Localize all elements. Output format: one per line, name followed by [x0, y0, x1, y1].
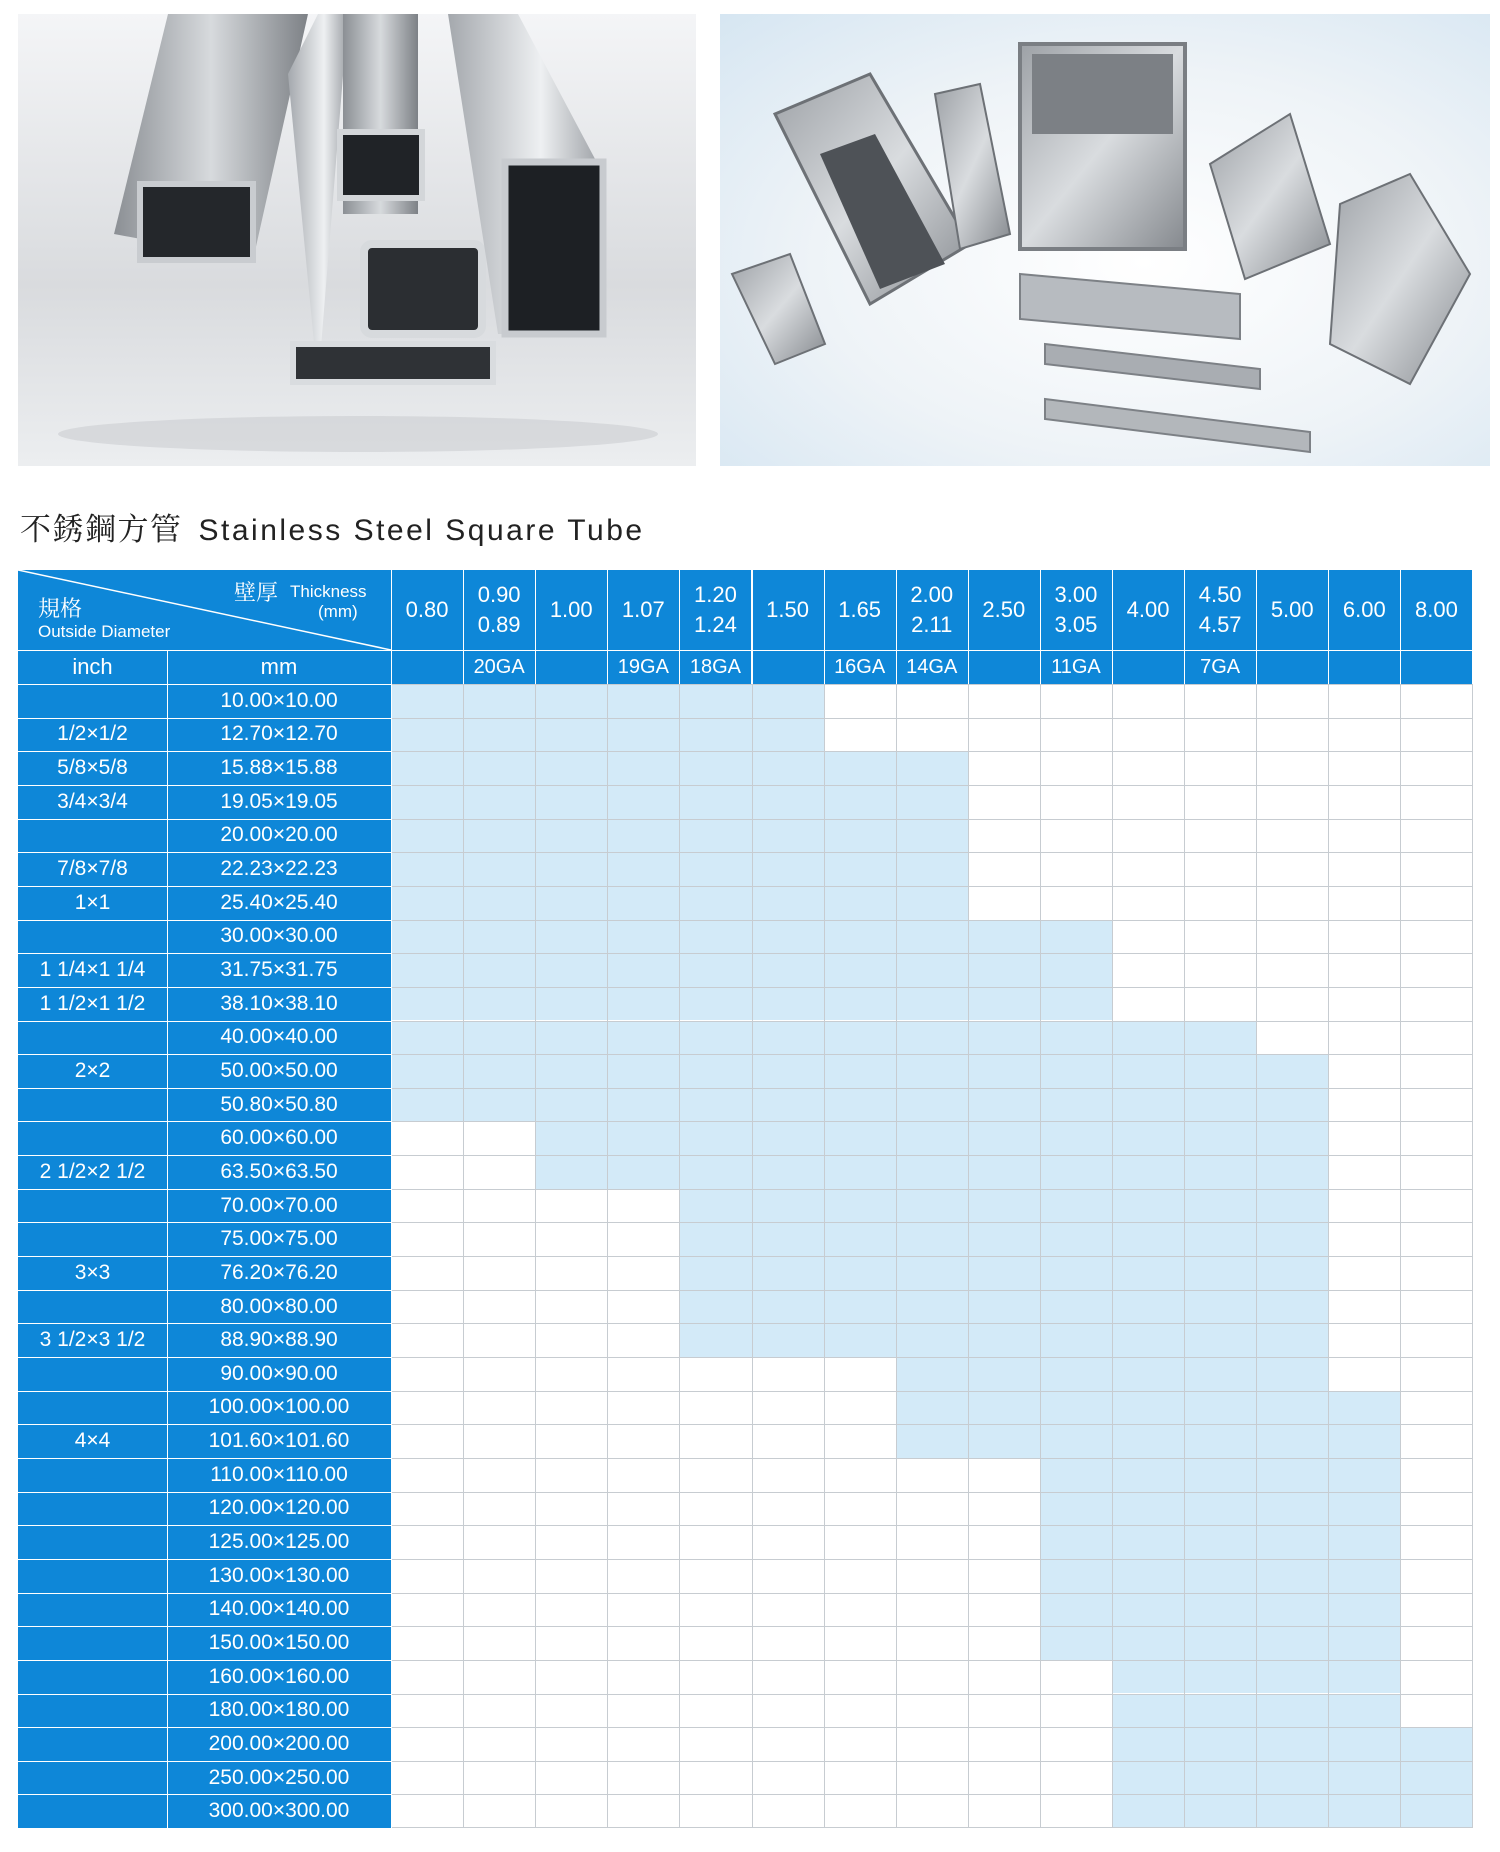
thickness-value: 4.00 [1126, 597, 1170, 622]
thickness-value: 8.00 [1415, 597, 1458, 622]
row-mm-value: 12.70×12.70 [220, 722, 338, 746]
row-mm-cell [167, 1559, 391, 1593]
row-mm-value: 75.00×75.00 [220, 1227, 338, 1251]
row-mm-cell [167, 1391, 391, 1425]
row-mm-value: 15.88×15.88 [220, 756, 338, 780]
grid-hline [391, 1761, 1473, 1762]
availability-range [1040, 1559, 1401, 1593]
grid-hline [391, 785, 1473, 786]
gauge-cell-12 [1256, 650, 1328, 684]
left-row-separator [18, 1054, 391, 1055]
gauge-cell-6 [824, 650, 896, 684]
header-inch-label: inch [72, 654, 113, 679]
spec-separator [391, 570, 392, 1828]
row-mm-value: 50.00×50.00 [220, 1058, 338, 1082]
availability-range [679, 1189, 1328, 1223]
header-col-separator [1112, 570, 1113, 684]
row-inch-cell [18, 1424, 167, 1458]
header-col-separator [824, 570, 825, 684]
gauge-label: 14GA [906, 655, 958, 678]
left-row-separator [18, 1189, 391, 1190]
gauge-label: 11GA [1051, 655, 1101, 678]
availability-range [1040, 1593, 1401, 1627]
gauge-cell-0 [391, 650, 463, 684]
row-mm-cell [167, 1290, 391, 1324]
row-mm-cell [167, 1794, 391, 1828]
row-inch-cell [18, 987, 167, 1021]
row-inch-cell [18, 1492, 167, 1526]
row-inch-cell [18, 1626, 167, 1660]
tube-samples-illustration [720, 14, 1490, 466]
gauge-label: 7GA [1200, 655, 1241, 678]
grid-hline [391, 852, 1473, 853]
row-inch-cell [18, 785, 167, 819]
square-tubes-illustration [18, 14, 696, 466]
availability-range [1040, 1626, 1401, 1660]
grid-hline [391, 819, 1473, 820]
gauge-label: 19GA [617, 655, 669, 678]
row-mm-value: 38.10×38.10 [220, 991, 338, 1015]
left-row-separator [18, 920, 391, 921]
left-row-separator [18, 1088, 391, 1089]
header-col-separator [1256, 570, 1257, 684]
row-mm-cell [167, 1222, 391, 1256]
row-mm-cell [167, 1626, 391, 1660]
left-row-separator [18, 1559, 391, 1560]
gauge-cell-9 [1040, 650, 1112, 684]
header-col-separator [1040, 570, 1041, 684]
row-inch-value: 2×2 [74, 1058, 111, 1082]
grid-hline [391, 1256, 1473, 1257]
page-title [20, 508, 645, 552]
availability-range [1040, 1492, 1401, 1526]
header-col-separator [535, 570, 536, 684]
header-col-separator [1400, 570, 1401, 684]
row-inch-value: 3 1/2×3 1/2 [39, 1328, 146, 1352]
availability-range [1040, 1458, 1401, 1492]
row-inch-cell [18, 1391, 167, 1425]
row-inch-cell [18, 1761, 167, 1795]
grid-hline [391, 1593, 1473, 1594]
left-row-separator [18, 1357, 391, 1358]
thickness-value-alt: 3.05 [1054, 612, 1098, 637]
thickness-header-14 [1400, 570, 1472, 650]
row-mm-value: 20.00×20.00 [220, 823, 338, 847]
row-inch-cell [18, 1256, 167, 1290]
gauge-cell-8 [968, 650, 1040, 684]
grid-hline [391, 1290, 1473, 1291]
thickness-value: 1.00 [549, 597, 593, 622]
thickness-value-alt: 0.89 [477, 612, 521, 637]
row-mm-cell [167, 1323, 391, 1357]
row-mm-cell [167, 785, 391, 819]
grid-hline [391, 1794, 1473, 1795]
grid-hline [391, 953, 1473, 954]
header-col-separator [1184, 570, 1185, 684]
row-mm-value: 100.00×100.00 [208, 1395, 350, 1419]
grid-hline [391, 1323, 1473, 1324]
row-mm-cell [167, 1593, 391, 1627]
row-mm-cell [167, 1357, 391, 1391]
grid-hline [391, 1088, 1473, 1089]
left-row-separator [18, 886, 391, 887]
row-inch-cell [18, 1054, 167, 1088]
row-mm-cell [167, 1694, 391, 1728]
left-row-separator [18, 1222, 391, 1223]
thickness-value: 1.20 [694, 582, 737, 607]
availability-range [1112, 1761, 1473, 1795]
row-mm-cell [167, 751, 391, 785]
gauge-cell-11 [1184, 650, 1256, 684]
row-mm-cell [167, 1492, 391, 1526]
row-mm-value: 22.23×22.23 [220, 857, 338, 881]
thickness-header-3 [607, 570, 679, 650]
grid-hline [391, 987, 1473, 988]
availability-range [535, 1155, 1328, 1189]
row-mm-cell [167, 953, 391, 987]
row-inch-value: 2 1/2×2 1/2 [39, 1159, 146, 1183]
thickness-header-13 [1328, 570, 1400, 650]
header-spec-cell [18, 570, 391, 650]
row-inch-cell [18, 1694, 167, 1728]
gauge-cell-5 [752, 650, 824, 684]
row-inch-value: 3/4×3/4 [57, 789, 128, 813]
grid-hline [391, 751, 1473, 752]
row-mm-cell [167, 1088, 391, 1122]
grid-hline [391, 1660, 1473, 1661]
row-inch-cell [18, 1222, 167, 1256]
row-inch-value: 4×4 [74, 1429, 111, 1453]
thickness-header-10 [1112, 570, 1184, 650]
left-row-separator [18, 1525, 391, 1526]
row-mm-cell [167, 1021, 391, 1055]
row-mm-cell [167, 1155, 391, 1189]
availability-range [896, 1424, 1401, 1458]
grid-hline [391, 1222, 1473, 1223]
thickness-header-4 [679, 570, 751, 650]
availability-range [1040, 1525, 1401, 1559]
header-thickness-en: Thickness [290, 582, 367, 601]
row-mm-cell [167, 1525, 391, 1559]
row-inch-cell [18, 751, 167, 785]
row-mm-cell [167, 1424, 391, 1458]
gauge-cell-14 [1400, 650, 1472, 684]
grid-hline [391, 1391, 1473, 1392]
left-row-separator [18, 785, 391, 786]
thickness-header-9 [1040, 570, 1112, 650]
left-row-separator [18, 1021, 391, 1022]
grid-hline [391, 1054, 1473, 1055]
availability-range [679, 1222, 1328, 1256]
row-inch-cell [18, 1155, 167, 1189]
header-mm-label: mm [260, 654, 298, 679]
row-mm-cell [167, 920, 391, 954]
row-mm-cell [167, 987, 391, 1021]
row-mm-cell [167, 1054, 391, 1088]
header-col-separator [752, 570, 753, 684]
row-inch-value: 7/8×7/8 [57, 857, 128, 881]
header-col-separator [1328, 570, 1329, 684]
row-mm-value: 140.00×140.00 [208, 1597, 350, 1621]
row-mm-value: 31.75×31.75 [220, 958, 338, 981]
left-row-separator [18, 852, 391, 853]
row-mm-value: 50.80×50.80 [220, 1092, 338, 1116]
row-mm-value: 200.00×200.00 [208, 1731, 350, 1755]
grid-hline [391, 1458, 1473, 1459]
left-row-separator [18, 1391, 391, 1392]
grid-hline [391, 920, 1473, 921]
header-thickness-unit: (mm) [318, 602, 358, 621]
availability-range [535, 1121, 1328, 1155]
row-mm-value: 40.00×40.00 [220, 1025, 338, 1049]
row-inch-cell [18, 819, 167, 853]
thickness-value: 1.07 [621, 597, 665, 622]
thickness-header-5 [752, 570, 824, 650]
row-mm-cell [167, 718, 391, 752]
left-row-separator [18, 1290, 391, 1291]
row-inch-value: 5/8×5/8 [57, 756, 128, 780]
gauge-label: 20GA [473, 655, 525, 678]
left-row-separator [18, 987, 391, 988]
row-inch-cell [18, 886, 167, 920]
row-mm-value: 101.60×101.60 [208, 1429, 350, 1453]
left-row-separator [18, 1121, 391, 1122]
availability-range [1112, 1727, 1473, 1761]
title-chinese: 不銹鋼方管 [20, 512, 183, 547]
gauge-label: 18GA [689, 655, 742, 678]
left-row-separator [18, 1424, 391, 1425]
grid-hline [391, 1525, 1473, 1526]
thickness-value-alt: 1.24 [694, 612, 737, 637]
row-inch-cell [18, 718, 167, 752]
thickness-value: 3.00 [1054, 582, 1098, 607]
row-mm-cell [167, 1761, 391, 1795]
row-mm-value: 70.00×70.00 [220, 1193, 338, 1217]
grid-hline [391, 1357, 1473, 1358]
thickness-value: 4.50 [1198, 582, 1242, 607]
header-col-separator [679, 570, 680, 684]
header-col-separator [607, 570, 608, 684]
thickness-value: 0.90 [477, 582, 521, 607]
row-mm-value: 60.00×60.00 [220, 1126, 338, 1150]
thickness-value: 1.50 [766, 597, 809, 622]
row-mm-cell [167, 1256, 391, 1290]
gauge-cell-10 [1112, 650, 1184, 684]
gauge-cell-1 [463, 650, 535, 684]
title-english: Stainless Steel Square Tube [198, 514, 645, 547]
left-row-separator [18, 1458, 391, 1459]
grid-hline [391, 886, 1473, 887]
left-row-separator [18, 718, 391, 719]
left-row-separator [18, 1323, 391, 1324]
grid-hline [391, 1189, 1473, 1190]
grid-hline [391, 1626, 1473, 1627]
row-inch-cell [18, 1593, 167, 1627]
photo-square-tubes [18, 14, 696, 466]
thickness-header-8 [968, 570, 1040, 650]
row-mm-value: 25.40×25.40 [220, 890, 338, 914]
row-mm-cell [167, 852, 391, 886]
row-mm-value: 110.00×110.00 [210, 1462, 348, 1486]
left-row-separator [18, 953, 391, 954]
left-row-separator [18, 751, 391, 752]
row-inch-value: 3×3 [74, 1260, 111, 1284]
thickness-header-0 [391, 570, 463, 650]
row-inch-value: 1×1 [74, 890, 111, 914]
row-mm-value: 63.50×63.50 [220, 1159, 338, 1183]
row-mm-value: 160.00×160.00 [208, 1664, 350, 1688]
row-inch-cell [18, 953, 167, 987]
row-mm-cell [167, 1189, 391, 1223]
row-mm-value: 80.00×80.00 [220, 1294, 338, 1318]
thickness-value: 2.00 [910, 582, 954, 607]
row-inch-value: 1 1/2×1 1/2 [39, 991, 146, 1015]
row-inch-cell [18, 1189, 167, 1223]
gauge-cell-13 [1328, 650, 1400, 684]
left-row-separator [18, 1492, 391, 1493]
row-inch-cell [18, 1021, 167, 1055]
row-mm-value: 300.00×300.00 [208, 1799, 350, 1823]
left-row-separator [18, 1694, 391, 1695]
availability-range [1112, 1794, 1473, 1828]
row-mm-value: 125.00×125.00 [208, 1530, 350, 1554]
grid-hline [391, 1021, 1473, 1022]
row-mm-cell [167, 1121, 391, 1155]
left-row-separator [18, 1660, 391, 1661]
gauge-cell-2 [535, 650, 607, 684]
thickness-header-2 [535, 570, 607, 650]
row-inch-cell [18, 920, 167, 954]
grid-hline [391, 1559, 1473, 1560]
availability-range [679, 1323, 1328, 1357]
grid-hline [391, 1694, 1473, 1695]
thickness-value: 6.00 [1342, 597, 1386, 622]
header-thickness-cn: 壁厚 [234, 580, 279, 605]
row-inch-cell [18, 1559, 167, 1593]
thickness-header-1 [463, 570, 535, 650]
header-col-separator [968, 570, 969, 684]
gauge-cell-7 [896, 650, 968, 684]
header-mm-cell [167, 650, 391, 684]
header-spec-en: Outside Diameter [38, 622, 171, 641]
availability-range [896, 1391, 1401, 1425]
row-mm-cell [167, 1660, 391, 1694]
thickness-header-11 [1184, 570, 1256, 650]
thickness-header-7 [896, 570, 968, 650]
row-mm-value: 88.90×88.90 [220, 1328, 338, 1352]
row-inch-cell [18, 1088, 167, 1122]
header-inch-cell [18, 650, 167, 684]
row-inch-cell [18, 684, 167, 718]
row-inch-cell [18, 1525, 167, 1559]
left-row-separator [18, 1794, 391, 1795]
grid-hline [391, 1727, 1473, 1728]
row-inch-cell [18, 1290, 167, 1324]
inch-mm-separator [167, 650, 168, 1828]
thickness-header-6 [824, 570, 896, 650]
thickness-value-alt: 2.11 [911, 612, 953, 637]
row-inch-value: 1 1/4×1 1/4 [39, 958, 146, 981]
row-mm-value: 90.00×90.00 [220, 1361, 338, 1385]
grid-hline [391, 1121, 1473, 1122]
gauge-cell-4 [679, 650, 751, 684]
grid-hline [391, 718, 1473, 719]
left-row-separator [18, 1761, 391, 1762]
row-inch-value: 1/2×1/2 [57, 722, 128, 746]
availability-range [391, 1054, 1328, 1088]
row-mm-value: 10.00×10.00 [220, 688, 338, 712]
row-mm-cell [167, 1458, 391, 1492]
row-mm-value: 120.00×120.00 [208, 1496, 350, 1520]
header-spec-cn: 規格 [38, 596, 83, 621]
row-mm-value: 76.20×76.20 [220, 1260, 338, 1284]
row-mm-cell [167, 886, 391, 920]
thickness-value: 5.00 [1270, 597, 1314, 622]
row-inch-cell [18, 1458, 167, 1492]
grid-hline [391, 1492, 1473, 1493]
left-row-separator [18, 1593, 391, 1594]
left-row-separator [18, 1256, 391, 1257]
left-row-separator [18, 1727, 391, 1728]
row-mm-value: 130.00×130.00 [208, 1563, 350, 1587]
header-col-separator [463, 570, 464, 684]
thickness-value: 0.80 [405, 597, 449, 622]
gauge-cell-3 [607, 650, 679, 684]
row-mm-value: 19.05×19.05 [220, 789, 338, 813]
thickness-value: 1.65 [838, 597, 882, 622]
row-mm-value: 150.00×150.00 [208, 1631, 350, 1654]
row-inch-cell [18, 1121, 167, 1155]
availability-range [391, 1088, 1328, 1122]
thickness-value: 2.50 [982, 597, 1026, 622]
header-bottom-separator [18, 684, 391, 685]
row-inch-cell [18, 1660, 167, 1694]
row-mm-value: 30.00×30.00 [220, 924, 338, 948]
row-mm-cell [167, 684, 391, 718]
grid-hline [391, 1155, 1473, 1156]
photo-tube-samples [720, 14, 1490, 466]
thickness-value-alt: 4.57 [1198, 612, 1242, 637]
gauge-label: 16GA [834, 655, 886, 678]
header-col-separator [896, 570, 897, 684]
header-row-separator [18, 650, 1473, 651]
header-diagonal-line [18, 570, 391, 650]
grid-hline [391, 1424, 1473, 1425]
thickness-header-12 [1256, 570, 1328, 650]
row-inch-cell [18, 852, 167, 886]
row-mm-cell [167, 819, 391, 853]
availability-range [679, 1256, 1328, 1290]
left-row-separator [18, 1626, 391, 1627]
left-row-separator [18, 819, 391, 820]
row-inch-cell [18, 1323, 167, 1357]
row-inch-cell [18, 1357, 167, 1391]
row-mm-value: 180.00×180.00 [208, 1698, 350, 1722]
row-inch-cell [18, 1794, 167, 1828]
row-mm-value: 250.00×250.00 [208, 1765, 350, 1789]
row-inch-cell [18, 1727, 167, 1761]
left-row-separator [18, 1155, 391, 1156]
row-mm-cell [167, 1727, 391, 1761]
availability-range [679, 1290, 1328, 1324]
